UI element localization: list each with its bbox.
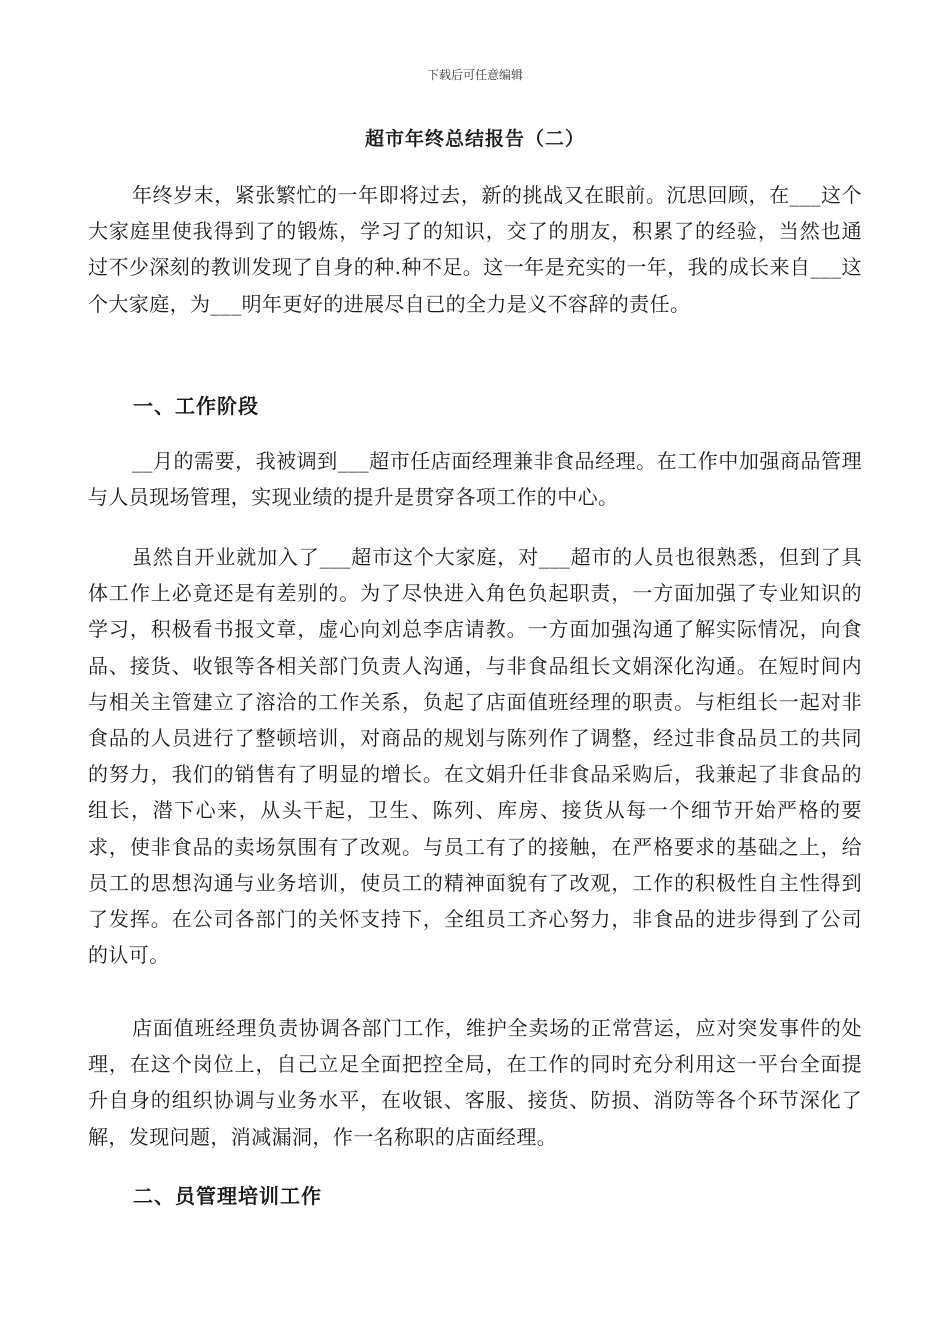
section-heading-work-stage: 一、工作阶段 — [133, 394, 259, 418]
section-heading-staff-training: 二、员管理培训工作 — [133, 1184, 322, 1208]
paragraph-duty-manager: 店面值班经理负责协调各部门工作，维护全卖场的正常营运，应对突发事件的处理，在这个岗位上，自己立足全面把控全局，在工作的同时充分利用这一平台全面提升自身的组织协调与业务水平，在收银、客服、接货、防损、消防等各个环节深化了解，发现问题，消减漏洞，作一名称职的店面经理。 — [88, 1016, 862, 1149]
header-note: 下载后可任意编辑 — [426, 68, 523, 82]
intro-paragraph: 年终岁末，紧张繁忙的一年即将过去，新的挑战又在眼前。沉思回顾，在___这个大家庭里使我得到了的锻炼，学习了的知识，交了的朋友，积累了的经验，当然也通过不少深刻的教训发现了自身的种.种不足。这一年是充实的一年，我的成长来自___这个大家庭，为___明年更好的进展尽自已的全力是义不容辞的责任。 — [88, 183, 862, 316]
document-title: 超市年终总结报告（二） — [364, 128, 585, 150]
paragraph-transfer: __月的需要，我被调到___超市任店面经理兼非食品经理。在工作中加强商品管理与人员现场管理，实现业绩的提升是贯穿各项工作的中心。 — [88, 449, 862, 510]
paragraph-team-work: 虽然自开业就加入了___超市这个大家庭，对___超市的人员也很熟悉，但到了具体工作上必竟还是有差别的。为了尽快进入角色负起职责，一方面加强了专业知识的学习，积极看书报文章，虚心向刘总李店请教。一方面加强沟通了解实际情况，向食品、接货、收银等各相关部门负责人沟通，与非食品组长文娟深化沟通。在短时间内与相关主管建立了溶洽的工作关系，负起了店面值班经理的职责。与柜组长一起对非食品的人员进行了整顿培训，对商品的规划与陈列作了调整，经过非食品员工的共同的努力，我们的销售有了明显的增长。在文娟升任非食品采购后，我兼起了非食品的组长，潜下心来，从头干起，卫生、陈列、库房、接货从每一个细节开始严格的要求，使非食品的卖场氛围有了改观。与员工有了的接触，在严格要求的基础之上，给员工的思想沟通与业务培训，使员工的精神面貌有了改观，工作的积极性自主性得到了发挥。在公司各部门的关怀支持下，全组员工齐心努力，非食品的进步得到了公司的认可。 — [88, 545, 862, 968]
